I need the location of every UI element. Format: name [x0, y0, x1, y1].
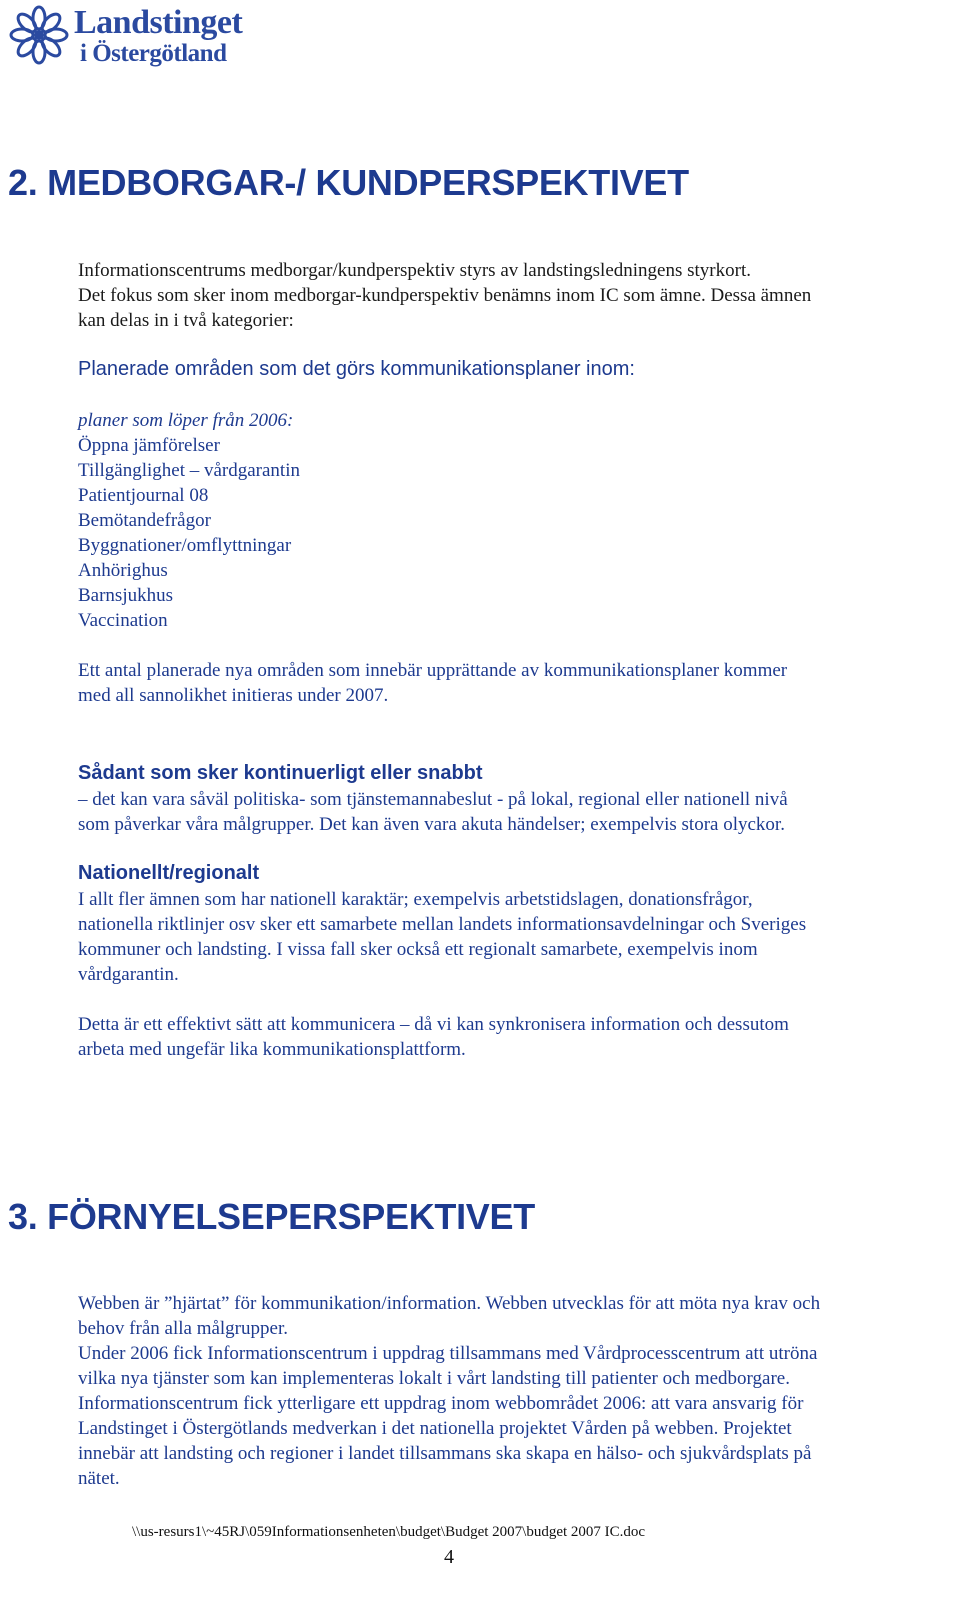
paragraph-line: kommuner och landsting. I vissa fall sker också ett regionalt samarbete, exempelvis inom	[78, 939, 758, 960]
paragraph-line: som påverkar våra målgrupper. Det kan även vara akuta händelser; exempelvis stora olyckor.	[78, 814, 785, 835]
renewal-paragraph	[78, 1291, 938, 1491]
plans-label: planer som löper från 2006:	[78, 410, 294, 431]
intro-paragraph	[78, 258, 938, 333]
logo-text-line1: Landstinget	[74, 4, 243, 41]
new-plans-paragraph	[78, 658, 938, 708]
paragraph-line: – det kan vara såväl politiska- som tjänstemannabeslut - på lokal, regional eller nationell nivå	[78, 789, 788, 810]
paragraph-line: Webben är ”hjärtat” för kommunikation/information. Webben utvecklas för att möta nya krav och	[78, 1293, 821, 1314]
organization-logo	[8, 4, 278, 68]
paragraph-line: Landstinget i Östergötlands medverkan i det nationella projektet Vården på webben. Projektet	[78, 1418, 792, 1439]
continuous-heading: Sådant som sker kontinuerligt eller snabbt	[78, 762, 483, 784]
intro-line: Informationscentrums medborgar/kundperspektiv styrs av landstingsledningens styrkort.	[78, 260, 751, 281]
list-item: Anhörighus	[78, 560, 168, 581]
paragraph-line: med all sannolikhet initieras under 2007.	[78, 685, 389, 706]
effective-paragraph	[78, 1012, 938, 1062]
flower-emblem-icon	[8, 4, 70, 66]
section-3-heading: 3. FÖRNYELSEPERSPEKTIVET	[8, 1196, 535, 1237]
paragraph-line: I allt fler ämnen som har nationell karaktär; exempelvis arbetstidslagen, donationsfrågor,	[78, 889, 753, 910]
logo-text-line2: i Östergötland	[80, 40, 227, 67]
list-item: Barnsjukhus	[78, 585, 173, 606]
intro-line: Det fokus som sker inom medborgar-kundperspektiv benämns inom IC som ämne. Dessa ämnen	[78, 285, 812, 306]
planned-areas-heading: Planerade områden som det görs kommunikationsplaner inom:	[78, 358, 635, 380]
paragraph-line: vilka nya tjänster som kan implementeras lokalt i vårt landsting till patienter och medborgare.	[78, 1368, 790, 1389]
list-item: Tillgänglighet – vårdgarantin	[78, 460, 300, 481]
national-paragraph	[78, 887, 938, 987]
paragraph-line: vårdgarantin.	[78, 964, 179, 985]
paragraph-line: arbeta med ungefär lika kommunikationsplattform.	[78, 1039, 466, 1060]
paragraph-line: nätet.	[78, 1468, 120, 1489]
list-item: Byggnationer/omflyttningar	[78, 535, 292, 556]
continuous-paragraph	[78, 787, 938, 837]
list-item: Bemötandefrågor	[78, 510, 211, 531]
plans-list	[78, 408, 938, 633]
paragraph-line: nationella riktlinjer osv sker ett samarbete mellan landets informationsavdelningar och Sveriges	[78, 914, 807, 935]
national-heading: Nationellt/regionalt	[78, 862, 260, 884]
list-item: Öppna jämförelser	[78, 435, 220, 456]
paragraph-line: Informationscentrum fick ytterligare ett uppdrag inom webbområdet 2006: att vara ansvarig för	[78, 1393, 804, 1414]
paragraph-line: innebär att landsting och regioner i landet tillsammans ska skapa en hälso- och sjukvårdsplats på	[78, 1443, 812, 1464]
paragraph-line: Under 2006 fick Informationscentrum i uppdrag tillsammans med Vårdprocesscentrum att utröna	[78, 1343, 818, 1364]
list-item: Patientjournal 08	[78, 485, 209, 506]
intro-line: kan delas in i två kategorier:	[78, 310, 294, 331]
section-2-heading: 2. MEDBORGAR-/ KUNDPERSPEKTIVET	[8, 162, 689, 203]
paragraph-line: Ett antal planerade nya områden som innebär upprättande av kommunikationsplaner kommer	[78, 660, 788, 681]
page-number: 4	[444, 1546, 454, 1568]
paragraph-line: behov från alla målgrupper.	[78, 1318, 288, 1339]
footer-file-path: \\us-resurs1\~45RJ\059Informationsenheten\budget\Budget 2007\budget 2007 IC.doc	[132, 1524, 646, 1540]
paragraph-line: Detta är ett effektivt sätt att kommunicera – då vi kan synkronisera information och dessutom	[78, 1014, 789, 1035]
list-item: Vaccination	[78, 610, 168, 631]
